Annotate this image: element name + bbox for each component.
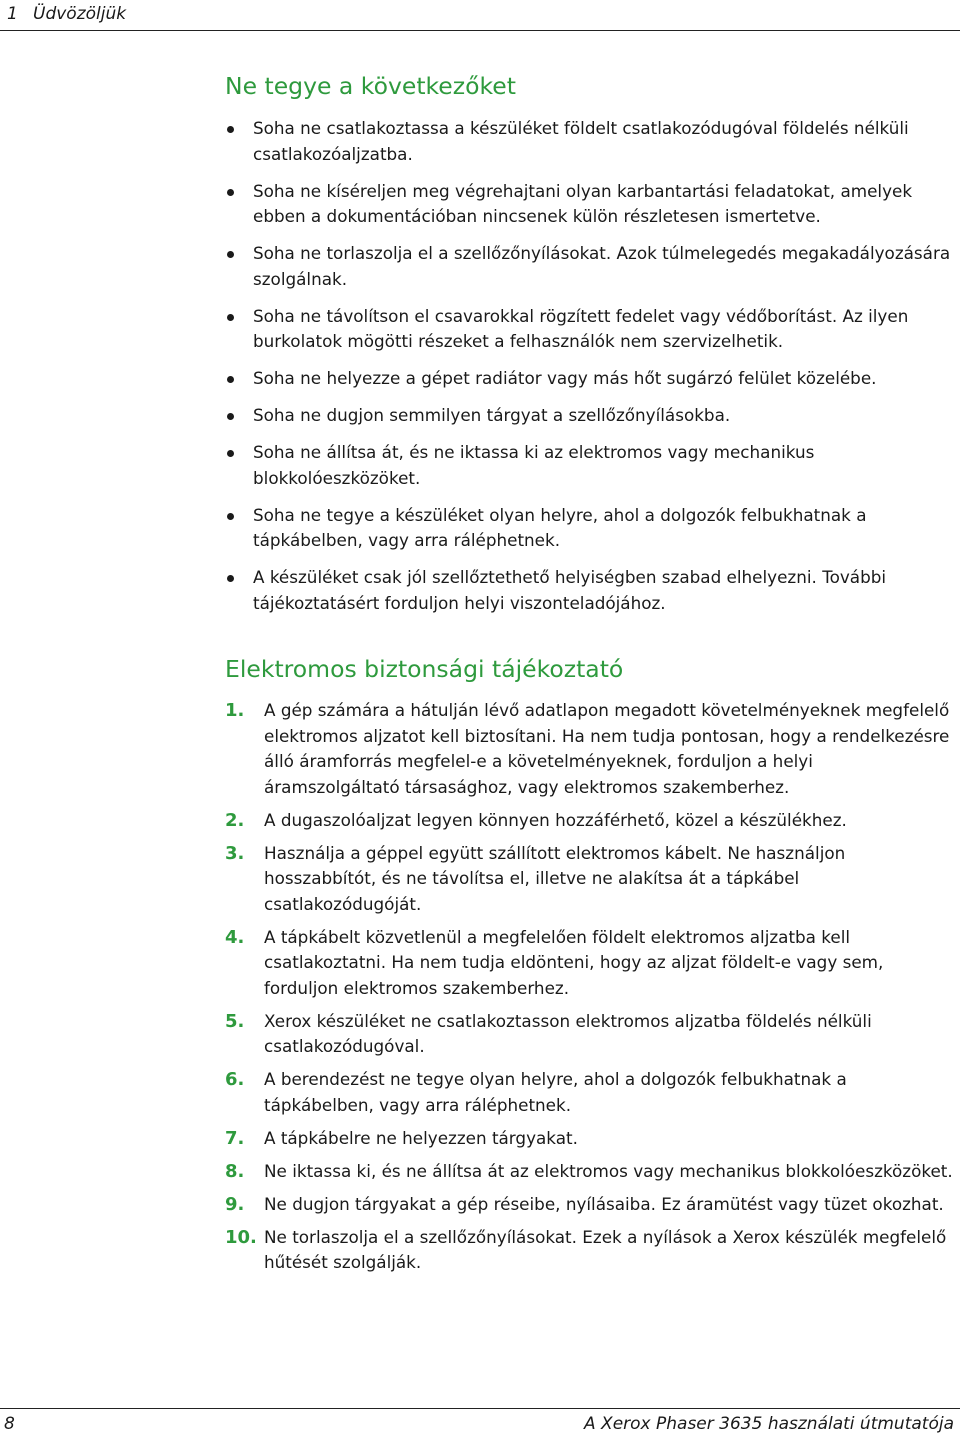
item-number: 6. xyxy=(225,1069,245,1090)
list-item-text: Soha ne helyezze a gépet radiátor vagy más hőt sugárzó felület közelébe. xyxy=(253,368,877,388)
page-header xyxy=(0,0,960,31)
bullet-icon xyxy=(227,575,234,582)
section-title-warnings: Ne tegye a következőket xyxy=(225,72,516,100)
numbered-item-text: Használja a géppel együtt szállított elektromos kábelt. Ne használjon hosszabbítót, és ne távolítsa el, illetve ne alakítsa át a tápkábel csatlakozódugóját. xyxy=(264,842,846,914)
numbered-item xyxy=(225,1159,953,1185)
list-item-text: Soha ne dugjon semmilyen tárgyat a szellőzőnyílásokba. xyxy=(253,405,731,425)
list-item-text: Soha ne csatlakoztassa a készüléket földelt csatlakozódugóval földelés nélküli csatlakozóaljzatba. xyxy=(253,118,909,164)
list-item xyxy=(225,503,953,554)
numbered-item-text: A dugaszolóaljzat legyen könnyen hozzáférhető, közel a készülékhez. xyxy=(264,809,847,830)
numbered-item-text: A berendezést ne tegye olyan helyre, ahol a dolgozók felbukhatnak a tápkábelben, vagy arra ráléphetnek. xyxy=(264,1069,847,1115)
item-number: 8. xyxy=(225,1160,245,1182)
numbered-item-text: A tápkábelre ne helyezzen tárgyakat. xyxy=(264,1127,578,1148)
list-item xyxy=(225,366,953,392)
item-number: 2. xyxy=(225,809,245,831)
numbered-item-text: A gép számára a hátulján lévő adatlapon megadott követelményeknek megfelelő elektromos aljzatot kell biztosítani. Ha nem tudja pontosan, hogy a rendelkezésre álló áramforrás megfelel-e a követelményeknek, forduljon a helyi áramszolgáltató társasághoz, vagy elektromos szakemberhez. xyxy=(264,700,950,797)
list-item xyxy=(225,179,953,230)
item-number: 1. xyxy=(225,700,245,721)
page-footer xyxy=(0,1408,960,1436)
numbered-item-text: Ne torlaszolja el a szellőzőnyílásokat. Ezek a nyílások a Xerox készülék megfelelő hűtését szolgálják. xyxy=(264,1226,947,1272)
chapter-title: Üdvözöljük xyxy=(33,4,127,24)
list-item xyxy=(225,304,953,355)
list-item-text: Soha ne távolítson el csavarokkal rögzített fedelet vagy védőborítást. Az ilyen burkolatok mögötti részeket a felhasználók nem szervizelhetik. xyxy=(253,305,909,351)
numbered-item xyxy=(225,841,953,918)
numbered-item-text: Ne iktassa ki, és ne állítsa át az elektromos vagy mechanikus blokkolóeszközöket. xyxy=(264,1160,953,1181)
bullet-icon xyxy=(227,251,234,258)
list-item-text: Soha ne állítsa át, és ne iktassa ki az elektromos vagy mechanikus blokkolóeszközöket. xyxy=(253,442,815,488)
chapter-number: 1 xyxy=(7,4,18,24)
list-item xyxy=(225,440,953,491)
bullet-icon xyxy=(227,376,234,383)
list-item-text: Soha ne torlaszolja el a szellőzőnyílásokat. Azok túlmelegedés megakadályozására szolgálnak. xyxy=(253,243,951,289)
item-number: 10. xyxy=(225,1226,257,1248)
numbered-item xyxy=(225,1225,953,1276)
numbered-item xyxy=(225,1067,953,1118)
bullet-icon xyxy=(227,126,234,133)
list-item xyxy=(225,565,953,616)
bullet-icon xyxy=(227,413,234,420)
item-number: 5. xyxy=(225,1010,245,1032)
numbered-item-text: Xerox készüléket ne csatlakoztasson elektromos aljzatba földelés nélküli csatlakozódugóval. xyxy=(264,1010,872,1056)
warnings-list xyxy=(225,116,953,616)
page-number: 8 xyxy=(4,1414,15,1434)
item-number: 7. xyxy=(225,1127,245,1149)
item-number: 3. xyxy=(225,842,245,864)
bullet-icon xyxy=(227,189,234,196)
numbered-item xyxy=(225,1192,953,1218)
numbered-item xyxy=(225,925,953,1002)
numbered-item-text: Ne dugjon tárgyakat a gép réseibe, nyílásaiba. Ez áramütést vagy tüzet okozhat. xyxy=(264,1193,944,1214)
list-item xyxy=(225,403,953,429)
list-item-text: A készüléket csak jól szellőztethető helyiségben szabad elhelyezni. További tájékoztatásért forduljon helyi viszonteladójához. xyxy=(253,567,887,613)
bullet-icon xyxy=(227,513,234,520)
main-content xyxy=(225,70,953,1283)
numbered-item xyxy=(225,808,953,834)
numbered-item xyxy=(225,698,953,800)
section-title-electrical: Elektromos biztonsági tájékoztató xyxy=(225,655,624,683)
list-item-text: Soha ne tegye a készüléket olyan helyre, ahol a dolgozók felbukhatnak a tápkábelben, vagy arra ráléphetnek. xyxy=(253,504,867,550)
list-item xyxy=(225,116,953,167)
item-number: 9. xyxy=(225,1193,245,1215)
bullet-icon xyxy=(227,314,234,321)
electrical-list xyxy=(225,698,953,1276)
numbered-item-text: A tápkábelt közvetlenül a megfelelően földelt elektromos aljzatba kell csatlakoztatni. Ha nem tudja eldönteni, hogy az aljzat földelt-e vagy sem, forduljon elektromos szakemberhez. xyxy=(264,926,884,998)
numbered-item xyxy=(225,1009,953,1060)
document-title: A Xerox Phaser 3635 használati útmutatója xyxy=(584,1414,954,1434)
numbered-item xyxy=(225,1126,953,1152)
bullet-icon xyxy=(227,450,234,457)
list-item xyxy=(225,241,953,292)
list-item-text: Soha ne kíséreljen meg végrehajtani olyan karbantartási feladatokat, amelyek ebben a dokumentációban nincsenek külön részletesen ismertetve. xyxy=(253,180,913,226)
item-number: 4. xyxy=(225,926,245,948)
